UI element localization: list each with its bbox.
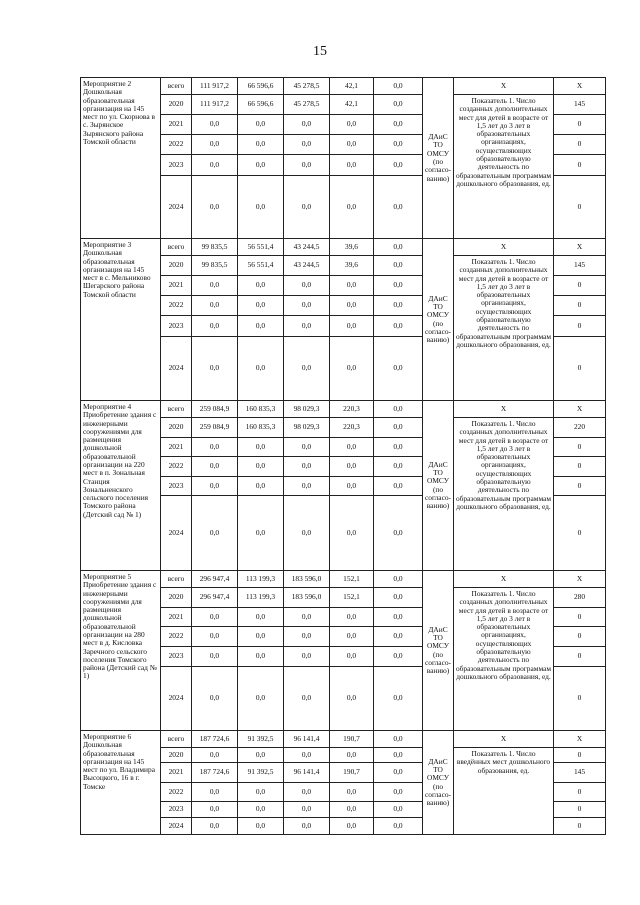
other-cell: 0,0 (374, 95, 423, 115)
total-cell: 296 947,4 (192, 588, 238, 608)
indicator-value: X (554, 78, 606, 95)
year-cell: всего (161, 731, 192, 748)
indicator-value: 0 (554, 802, 606, 818)
regional-cell: 98 029,3 (284, 401, 330, 418)
federal-cell: 0,0 (238, 337, 284, 401)
total-cell: 0,0 (192, 818, 238, 835)
indicator-header-x: X (454, 731, 554, 748)
federal-cell: 0,0 (238, 818, 284, 835)
federal-cell: 113 199,3 (238, 588, 284, 608)
indicator-value: 0 (554, 438, 606, 457)
total-cell: 0,0 (192, 647, 238, 667)
other-cell: 0,0 (374, 647, 423, 667)
other-cell: 0,0 (374, 78, 423, 95)
federal-cell: 0,0 (238, 783, 284, 802)
federal-cell: 0,0 (238, 802, 284, 818)
local-cell: 0,0 (330, 115, 374, 135)
federal-cell: 160 835,3 (238, 418, 284, 438)
year-cell: 2024 (161, 818, 192, 835)
activity-name: Мероприятие 3 Дошкольная образовательная организация на 145 мест в с. Мельниково Шегарского района Томской области (81, 239, 161, 401)
regional-cell: 0,0 (284, 647, 330, 667)
regional-cell: 0,0 (284, 477, 330, 496)
local-cell: 190,7 (330, 731, 374, 748)
total-cell: 0,0 (192, 667, 238, 731)
year-cell: 2024 (161, 496, 192, 571)
regional-cell: 0,0 (284, 457, 330, 477)
total-cell: 296 947,4 (192, 571, 238, 588)
indicator-value: 0 (554, 296, 606, 316)
federal-cell: 66 596,6 (238, 78, 284, 95)
other-cell: 0,0 (374, 588, 423, 608)
year-cell: 2024 (161, 176, 192, 239)
other-cell: 0,0 (374, 457, 423, 477)
regional-cell: 0,0 (284, 296, 330, 316)
table-row (81, 731, 606, 748)
total-cell: 0,0 (192, 802, 238, 818)
regional-cell: 98 029,3 (284, 418, 330, 438)
federal-cell: 66 596,6 (238, 95, 284, 115)
other-cell: 0,0 (374, 176, 423, 239)
local-cell: 152,1 (330, 571, 374, 588)
local-cell: 0,0 (330, 296, 374, 316)
year-cell: 2022 (161, 457, 192, 477)
indicator-value: 0 (554, 337, 606, 401)
federal-cell: 91 392,5 (238, 763, 284, 783)
indicator-value: 145 (554, 95, 606, 115)
indicator-value: 0 (554, 647, 606, 667)
year-cell: всего (161, 401, 192, 418)
regional-cell: 0,0 (284, 818, 330, 835)
regional-cell: 0,0 (284, 496, 330, 571)
other-cell: 0,0 (374, 418, 423, 438)
responsible-executor: ДАиС ТО ОМСУ (по согласо-ванию) (423, 239, 454, 401)
other-cell: 0,0 (374, 401, 423, 418)
responsible-executor: ДАиС ТО ОМСУ (по согласо-ванию) (423, 731, 454, 835)
local-cell: 220,3 (330, 401, 374, 418)
year-cell: 2021 (161, 276, 192, 296)
regional-cell: 0,0 (284, 337, 330, 401)
local-cell: 0,0 (330, 647, 374, 667)
federal-cell: 0,0 (238, 477, 284, 496)
year-cell: 2023 (161, 316, 192, 337)
year-cell: всего (161, 571, 192, 588)
total-cell: 0,0 (192, 296, 238, 316)
other-cell: 0,0 (374, 296, 423, 316)
year-cell: 2020 (161, 418, 192, 438)
total-cell: 0,0 (192, 176, 238, 239)
indicator-value: 0 (554, 276, 606, 296)
year-cell: 2023 (161, 647, 192, 667)
total-cell: 0,0 (192, 608, 238, 627)
local-cell: 0,0 (330, 608, 374, 627)
indicator-value: 0 (554, 155, 606, 176)
regional-cell: 0,0 (284, 802, 330, 818)
responsible-executor: ДАиС ТО ОМСУ (по согласо-ванию) (423, 401, 454, 571)
federal-cell: 56 551,4 (238, 239, 284, 256)
total-cell: 0,0 (192, 457, 238, 477)
total-cell: 259 084,9 (192, 418, 238, 438)
indicator-value: 0 (554, 477, 606, 496)
program-activities-table (80, 77, 606, 835)
year-cell: 2020 (161, 588, 192, 608)
federal-cell: 0,0 (238, 115, 284, 135)
federal-cell: 0,0 (238, 627, 284, 647)
federal-cell: 0,0 (238, 438, 284, 457)
regional-cell: 0,0 (284, 155, 330, 176)
federal-cell: 0,0 (238, 667, 284, 731)
indicator-value: 0 (554, 457, 606, 477)
page-number: 15 (313, 44, 327, 59)
year-cell: 2024 (161, 337, 192, 401)
other-cell: 0,0 (374, 337, 423, 401)
local-cell: 0,0 (330, 802, 374, 818)
regional-cell: 0,0 (284, 135, 330, 155)
federal-cell: 113 199,3 (238, 571, 284, 588)
total-cell: 111 917,2 (192, 95, 238, 115)
local-cell: 39,6 (330, 239, 374, 256)
total-cell: 0,0 (192, 337, 238, 401)
total-cell: 0,0 (192, 783, 238, 802)
indicator-value: X (554, 239, 606, 256)
responsible-executor: ДАиС ТО ОМСУ (по согласо-ванию) (423, 571, 454, 731)
indicator-value: 0 (554, 627, 606, 647)
other-cell: 0,0 (374, 748, 423, 763)
regional-cell: 0,0 (284, 783, 330, 802)
total-cell: 0,0 (192, 748, 238, 763)
indicator-value: 0 (554, 176, 606, 239)
other-cell: 0,0 (374, 239, 423, 256)
local-cell: 0,0 (330, 438, 374, 457)
regional-cell: 0,0 (284, 115, 330, 135)
local-cell: 0,0 (330, 276, 374, 296)
other-cell: 0,0 (374, 256, 423, 276)
indicator-description: Показатель 1. Число созданных дополнительных мест для детей в возрасте от 1,5 лет до 3 лет в образовательных организациях, осуществляющих образовательную деятельность по образовательным программам дошкольного образования, ед. (454, 588, 554, 731)
federal-cell: 0,0 (238, 496, 284, 571)
year-cell: 2023 (161, 155, 192, 176)
total-cell: 0,0 (192, 627, 238, 647)
other-cell: 0,0 (374, 496, 423, 571)
local-cell: 0,0 (330, 457, 374, 477)
local-cell: 0,0 (330, 783, 374, 802)
year-cell: 2021 (161, 608, 192, 627)
year-cell: всего (161, 78, 192, 95)
year-cell: 2022 (161, 627, 192, 647)
other-cell: 0,0 (374, 276, 423, 296)
indicator-value: 0 (554, 316, 606, 337)
indicator-value: 0 (554, 135, 606, 155)
total-cell: 259 084,9 (192, 401, 238, 418)
local-cell: 42,1 (330, 95, 374, 115)
year-cell: 2023 (161, 477, 192, 496)
regional-cell: 0,0 (284, 748, 330, 763)
regional-cell: 96 141,4 (284, 731, 330, 748)
local-cell: 0,0 (330, 667, 374, 731)
indicator-description: Показатель 1. Число созданных дополнительных мест для детей в возрасте от 1,5 лет до 3 лет в образовательных организациях, осуществляющих образовательную деятельность по образовательным программам дошкольного образования, ед. (454, 256, 554, 401)
local-cell: 42,1 (330, 78, 374, 95)
total-cell: 0,0 (192, 316, 238, 337)
federal-cell: 0,0 (238, 316, 284, 337)
other-cell: 0,0 (374, 783, 423, 802)
indicator-description: Показатель 1. Число созданных дополнительных мест для детей в возрасте от 1,5 лет до 3 лет в образовательных организациях, осуществляющих образовательную деятельность по образовательным программам дошкольного образования, ед. (454, 418, 554, 571)
indicator-value: 0 (554, 818, 606, 835)
federal-cell: 0,0 (238, 296, 284, 316)
federal-cell: 0,0 (238, 176, 284, 239)
local-cell: 0,0 (330, 818, 374, 835)
other-cell: 0,0 (374, 608, 423, 627)
regional-cell: 45 278,5 (284, 78, 330, 95)
federal-cell: 0,0 (238, 647, 284, 667)
indicator-description: Показатель 1. Число созданных дополнительных мест для детей в возрасте от 1,5 лет до 3 лет в образовательных организациях, осуществляющих образовательную деятельность по образовательным программам дошкольного образования, ед. (454, 95, 554, 239)
other-cell: 0,0 (374, 477, 423, 496)
year-cell: 2022 (161, 783, 192, 802)
indicator-value: X (554, 401, 606, 418)
year-cell: 2022 (161, 135, 192, 155)
total-cell: 0,0 (192, 438, 238, 457)
indicator-value: 145 (554, 256, 606, 276)
regional-cell: 43 244,5 (284, 239, 330, 256)
year-cell: 2022 (161, 296, 192, 316)
total-cell: 0,0 (192, 477, 238, 496)
other-cell: 0,0 (374, 438, 423, 457)
total-cell: 187 724,6 (192, 763, 238, 783)
total-cell: 0,0 (192, 135, 238, 155)
other-cell: 0,0 (374, 571, 423, 588)
responsible-executor: ДАиС ТО ОМСУ (по согласо-ванию) (423, 78, 454, 239)
regional-cell: 0,0 (284, 438, 330, 457)
indicator-value: 0 (554, 783, 606, 802)
local-cell: 39,6 (330, 256, 374, 276)
other-cell: 0,0 (374, 155, 423, 176)
indicator-value: 0 (554, 608, 606, 627)
federal-cell: 160 835,3 (238, 401, 284, 418)
activity-name: Мероприятие 5 Приобретение здания с инженерными сооружениями для размещения дошкольной образовательной организации на 280 мест в д. Кисловка Заречного сельского поселения Томского района (Детский сад № 1) (81, 571, 161, 731)
regional-cell: 183 596,0 (284, 571, 330, 588)
local-cell: 0,0 (330, 155, 374, 176)
local-cell: 0,0 (330, 316, 374, 337)
year-cell: 2024 (161, 667, 192, 731)
indicator-header-x: X (454, 239, 554, 256)
year-cell: 2020 (161, 95, 192, 115)
total-cell: 0,0 (192, 276, 238, 296)
regional-cell: 0,0 (284, 608, 330, 627)
indicator-header-x: X (454, 401, 554, 418)
year-cell: 2020 (161, 256, 192, 276)
total-cell: 0,0 (192, 155, 238, 176)
local-cell: 0,0 (330, 135, 374, 155)
federal-cell: 0,0 (238, 155, 284, 176)
other-cell: 0,0 (374, 802, 423, 818)
other-cell: 0,0 (374, 667, 423, 731)
total-cell: 187 724,6 (192, 731, 238, 748)
regional-cell: 43 244,5 (284, 256, 330, 276)
activity-name: Мероприятие 6 Дошкольная образовательная организация на 145 мест по ул. Владимира Высоцкого, 16 в г. Томске (81, 731, 161, 835)
federal-cell: 0,0 (238, 748, 284, 763)
activity-name: Мероприятие 2 Дошкольная образовательная организация на 145 мест по ул. Скорнова в с. Зырянское Зырянского района Томской области (81, 78, 161, 239)
regional-cell: 45 278,5 (284, 95, 330, 115)
regional-cell: 0,0 (284, 667, 330, 731)
other-cell: 0,0 (374, 316, 423, 337)
year-cell: 2023 (161, 802, 192, 818)
regional-cell: 0,0 (284, 627, 330, 647)
other-cell: 0,0 (374, 763, 423, 783)
local-cell: 0,0 (330, 337, 374, 401)
local-cell: 0,0 (330, 748, 374, 763)
local-cell: 220,3 (330, 418, 374, 438)
other-cell: 0,0 (374, 135, 423, 155)
indicator-value: 0 (554, 748, 606, 763)
activity-name: Мероприятие 4 Приобретение здания с инженерными сооружениями для размещения дошкольной образовательной организации на 220 мест в п. Зональная Станция Зональненского сельского поселения Томского района (Детский сад № 1) (81, 401, 161, 571)
indicator-value: 0 (554, 667, 606, 731)
total-cell: 99 835,5 (192, 239, 238, 256)
local-cell: 0,0 (330, 477, 374, 496)
year-cell: 2021 (161, 115, 192, 135)
indicator-value: X (554, 571, 606, 588)
local-cell: 0,0 (330, 496, 374, 571)
local-cell: 0,0 (330, 176, 374, 239)
federal-cell: 56 551,4 (238, 256, 284, 276)
total-cell: 0,0 (192, 115, 238, 135)
other-cell: 0,0 (374, 115, 423, 135)
indicator-header-x: X (454, 78, 554, 95)
indicator-header-x: X (454, 571, 554, 588)
year-cell: всего (161, 239, 192, 256)
federal-cell: 0,0 (238, 608, 284, 627)
year-cell: 2021 (161, 763, 192, 783)
other-cell: 0,0 (374, 818, 423, 835)
other-cell: 0,0 (374, 627, 423, 647)
regional-cell: 0,0 (284, 316, 330, 337)
local-cell: 0,0 (330, 627, 374, 647)
table-row (81, 401, 606, 418)
year-cell: 2020 (161, 748, 192, 763)
total-cell: 0,0 (192, 496, 238, 571)
indicator-value: X (554, 731, 606, 748)
total-cell: 99 835,5 (192, 256, 238, 276)
regional-cell: 0,0 (284, 176, 330, 239)
regional-cell: 0,0 (284, 276, 330, 296)
federal-cell: 0,0 (238, 276, 284, 296)
federal-cell: 0,0 (238, 457, 284, 477)
table-row (81, 239, 606, 256)
indicator-value: 145 (554, 763, 606, 783)
total-cell: 111 917,2 (192, 78, 238, 95)
federal-cell: 91 392,5 (238, 731, 284, 748)
table-row (81, 571, 606, 588)
federal-cell: 0,0 (238, 135, 284, 155)
other-cell: 0,0 (374, 731, 423, 748)
indicator-value: 280 (554, 588, 606, 608)
local-cell: 190,7 (330, 763, 374, 783)
indicator-value: 220 (554, 418, 606, 438)
regional-cell: 96 141,4 (284, 763, 330, 783)
indicator-value: 0 (554, 115, 606, 135)
indicator-description: Показатель 1. Число введённых мест дошкольного образования, ед. (454, 748, 554, 835)
indicator-value: 0 (554, 496, 606, 571)
year-cell: 2021 (161, 438, 192, 457)
table-row (81, 78, 606, 95)
regional-cell: 183 596,0 (284, 588, 330, 608)
local-cell: 152,1 (330, 588, 374, 608)
